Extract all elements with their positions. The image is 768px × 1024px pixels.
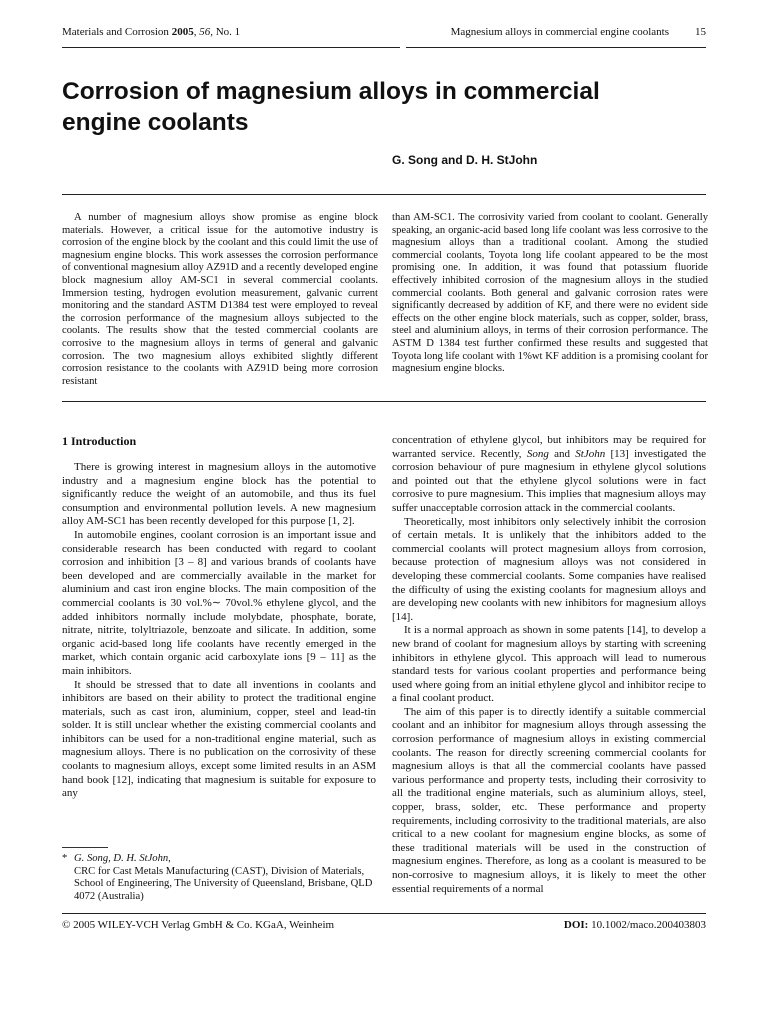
article-title xyxy=(62,76,712,138)
footnote-marker: * xyxy=(62,853,68,864)
abstract-right-column xyxy=(392,212,708,376)
page-number: 15 xyxy=(695,26,706,38)
intro-paragraph-4: Theoretically, most inhibitors only selectively inhibit the corrosion of certain metals. It is unlikely that the inhibitors added to the commercial coolants will protect magnesium alloys from corrosion, because protection of magnesium alloys was not considered in developing these commercial coolants. Some companies have realised the difficulty of using the existing coolants for magnesium alloys and are developing new coolants with new inhibitors for magnesium alloys [14]. xyxy=(392,515,706,623)
body-right-column xyxy=(392,434,706,896)
intro-paragraph-5: It is a normal approach as shown in some patents [14], to develop a new brand of coolant for magnesium alloys by starting with screening inhibitors in ethylene glycol. This approach will lead to numerous standard tests for various coolant properties and performance being used where going from an initial ethylene glycol and inhibitor recipe to a final coolant product. xyxy=(392,624,706,705)
footer-rule xyxy=(62,913,706,914)
intro-paragraph-continued xyxy=(392,434,706,516)
journal-issue: , No. 1 xyxy=(210,26,241,38)
title-rule xyxy=(62,194,706,195)
article-title-line-2: engine coolants xyxy=(62,109,249,136)
footnote-rule xyxy=(62,847,108,848)
abstract-text-part-2: than AM-SC1. The corrosivity varied from coolant to coolant. Generally speaking, an organic-acid based long life coolant was less corrosive to the magnesium alloys than a traditional coolant. Among the studied commercial coolants, Toyota long life coolant appeared to be the most promising one. In addition, it was found that potassium fluoride effectively inhibited corrosion of the magnesium alloys in the studied commercial coolants. Both general and galvanic corrosion rates were significantly decreased by addition of KF, and there were no evident side effects on the other engine block materials, such as copper, solder, brass, steel and aluminium alloys, in terms of their corrosion performance. The ASTM D 1384 test further confirmed these results and suggested that Toyota long life coolant with 1%wt KF addition is a promising coolant for magnesium engine blocks. xyxy=(392,212,708,375)
footnote-author-names xyxy=(74,853,378,866)
body-left-column xyxy=(62,461,376,801)
header-rule-left xyxy=(62,47,400,48)
footnote-affiliation: CRC for Cast Metals Manufacturing (CAST), Division of Materials, School of Engineering, The University of Queensland, Brisbane, QLD 4072 (Australia) xyxy=(74,865,373,902)
abstract-left-column xyxy=(62,212,378,388)
journal-volume: 56 xyxy=(199,26,211,38)
copyright-notice: © 2005 WILEY-VCH Verlag GmbH & Co. KGaA, Weinheim xyxy=(62,919,335,931)
journal-citation: Materials and Corrosion 2005, 56, No. 1 xyxy=(62,26,241,38)
intro-continued-text-b: [13] investigated the corrosion behaviour of pure magnesium in ethylene glycol solutions and pointed out that the ethylene glycol solutions were in fact corrosive to pure magnesium. This implies that magnesium alloys may suffer unacceptable corrosion attack in the commercial coolants. xyxy=(392,447,706,514)
article-title-line-1: Corrosion of magnesium alloys in commercial xyxy=(62,78,600,105)
abstract-text-part-1: A number of magnesium alloys show promise as engine block materials. However, a critical issue for the automotive industry is corrosion of the engine block by the coolant and this could limit the use of magnesium engine blocks. This work assesses the corrosion performance of conventional magnesium alloy AZ91D and a recently developed engine block magnesium alloy AM-SC1 in several commercial coolants. Immersion testing, hydrogen evolution measurement, galvanic current monitoring and the standard ASTM D1384 test were employed to reveal the corrosion performance of the magnesium alloys subjected to the coolants. The results show that the tested commercial coolants are corrosive to the magnesium alloys in terms of general and galvanic corrosion. The two magnesium alloys exhibited slightly different corrosion resistance to the coolants with AZ91D being more corrosion resistant xyxy=(62,212,378,387)
intro-paragraph-1: There is growing interest in magnesium alloys in the automotive industry and a magnesium engine block has the potential to significantly reduce the weight of an automobile, and thus its fuel consumption and environmental pollution levels. A new magnesium alloy AM-SC1 has been recently developed for this purpose [1, 2]. xyxy=(62,461,376,528)
section-heading-introduction: 1 Introduction xyxy=(62,434,137,448)
doi-value: 10.1002/maco.200403803 xyxy=(588,919,706,931)
running-header xyxy=(62,26,706,42)
intro-paragraph-2: In automobile engines, coolant corrosion is an important issue and considerable research has been conducted with regard to coolant corrosion and inhibition [3 – 8] and various brands of coolants have been developed and are commercially available in the market for aluminium and cast iron engine blocks. The main composition of the commercial coolants is 30 vol.%∼ 70vol.% ethylene glycol, and the added inhibitors normally include molybdate, phosphate, borate, nitrate, nitrite, tolyltriazole, benzoate and silicate. In addition, some organic acid-based long life coolants have recently emerged in the market, which contain organic acid carboxylate ions [9 – 11] as the main inhibitors. xyxy=(62,528,376,677)
journal-year: 2005 xyxy=(171,26,194,38)
footnote-body xyxy=(74,853,378,903)
doi-label: DOI: xyxy=(563,919,589,931)
author-ref-song: Song xyxy=(526,447,549,460)
intro-continued-text-a: concentration of ethylene glycol, but inhibitors may be required for warranted service. Recently, xyxy=(392,434,706,460)
abstract-rule xyxy=(62,401,706,402)
intro-paragraph-6: The aim of this paper is to directly identify a suitable commercial coolant and an inhibitor for magnesium alloys through assessing the corrosion performance of magnesium alloys in existing commercial coolants. The reason for directly screening commercial coolants for magnesium alloys is that all the commercial coolants have passed various performance and property tests, including their corrosivity to all the traditional engine materials, such as aluminium alloys, steel, copper, brass, solder, etc. These performance and property requirements, including corrosivity to the traditional materials, are also critical to a new coolant for magnesium engine blocks, as some of these traditional materials will be used in the construction of magnesium engines. Therefore, as long as a coolant is measured to be non-corrosive to magnesium alloys, it is likely to meet the other essential requirements of a normal xyxy=(392,705,706,895)
article-authors: G. Song and D. H. StJohn xyxy=(392,153,538,167)
header-rule-right xyxy=(406,47,706,48)
intro-continued-and: and xyxy=(548,447,576,460)
intro-paragraph-3: It should be stressed that to date all inventions in coolants and inhibitors are based on their ability to protect the traditional engine materials, such as cast iron, aluminium, copper, steel and lead-tin solder. It is still unclear whether the existing commercial coolants and inhibitors can be used for a non-traditional engine material, such as magnesium alloys. There is no publication on the corrosivity of these coolants to magnesium alloys, except some limited results in an ASM hand book [12], indicating that magnesium is suitable for exposure to any xyxy=(62,678,376,800)
journal-name: Materials and Corrosion xyxy=(62,26,169,38)
footnote-names-text: G. Song, D. H. StJohn, xyxy=(74,853,171,864)
author-footnote xyxy=(62,853,378,903)
running-title-group xyxy=(451,26,706,38)
running-title: Magnesium alloys in commercial engine coolants xyxy=(450,26,669,38)
author-ref-stjohn: StJohn xyxy=(575,447,606,460)
doi xyxy=(564,919,706,931)
